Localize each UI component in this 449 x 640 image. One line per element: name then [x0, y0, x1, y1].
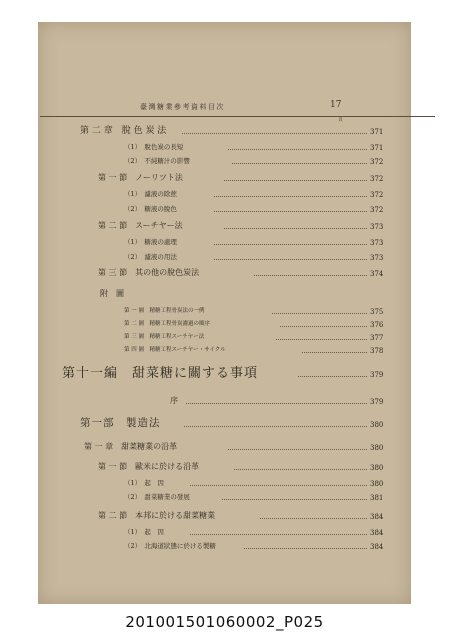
toc-leader	[224, 228, 367, 229]
toc-section: 第 三 節 其の他の脫色炭法	[98, 268, 200, 277]
toc-item: （1） 起 因	[124, 479, 164, 487]
toc-page: 371	[370, 128, 384, 136]
toc-item: （1） 濾液の除蔗	[124, 190, 177, 198]
toc-page: 384	[370, 543, 384, 551]
toc-leader	[260, 518, 367, 519]
toc-appendix-heading: 附 圖	[100, 289, 124, 298]
toc-leader	[222, 499, 367, 500]
toc-page: 375	[370, 308, 384, 316]
toc-section: 第 二 節 本邦に於ける甜菜糖業	[98, 511, 216, 520]
toc-preface: 序	[170, 396, 178, 405]
toc-page: 373	[370, 254, 384, 262]
toc-page: 372	[370, 191, 384, 199]
toc-page: 379	[370, 371, 384, 379]
toc-page: 378	[370, 347, 384, 355]
toc-figure: 第 二 圖 精糖工程骨炭濾過の順序	[124, 321, 210, 327]
toc-leader	[254, 275, 367, 276]
toc-part-heading: 第十一編 甜菜糖に關する事項	[62, 366, 259, 381]
toc-leader	[276, 339, 367, 340]
toc-leader	[302, 352, 367, 353]
toc-division-heading: 第一部 製造法	[80, 417, 161, 429]
toc-page: 371	[370, 144, 384, 152]
toc-leader	[228, 449, 367, 450]
toc-leader	[228, 149, 367, 150]
toc-figure: 第 四 圖 精糖工程スーチヤー・サイクル	[124, 347, 226, 353]
toc-page: 373	[370, 239, 384, 247]
toc-page: 380	[370, 480, 384, 488]
toc-leader	[214, 244, 367, 245]
toc-leader	[224, 180, 367, 181]
toc-figure: 第 一 圖 精糖工程骨炭法の一例	[124, 308, 205, 314]
toc-page: 377	[370, 334, 384, 342]
toc-page: 380	[370, 444, 384, 452]
toc-leader	[232, 163, 367, 164]
toc-leader	[214, 196, 367, 197]
toc-item: （2） 不純糖汁の影響	[124, 157, 190, 165]
page-number: 17	[330, 100, 342, 110]
toc-item: （2） 甜菜糖業の發展	[124, 493, 190, 501]
toc-leader	[298, 376, 367, 377]
toc-page: 374	[370, 270, 384, 278]
toc-page: 379	[370, 398, 384, 406]
toc-chapter: 第 二 章 脫 色 炭 法	[80, 126, 167, 136]
toc-page: 376	[370, 321, 384, 329]
toc-page: 372	[370, 158, 384, 166]
toc-page: 372	[370, 206, 384, 214]
toc-leader	[272, 313, 367, 314]
toc-item: （2） 北海道狀態に於ける製糖	[124, 542, 216, 550]
toc-page: 380	[370, 464, 384, 472]
toc-page: 372	[370, 175, 384, 183]
toc-leader	[214, 211, 367, 212]
toc-figure: 第 三 圖 精糖工程スーチヤー法	[124, 334, 205, 340]
toc-item: （1） 起 因	[124, 528, 164, 536]
toc-leader	[184, 426, 367, 427]
toc-item: （2） 糖液の脫色	[124, 205, 177, 213]
toc-page: 380	[370, 421, 384, 429]
toc-leader	[186, 403, 367, 404]
toc-section: 第 一 節 ノーリツト法	[98, 173, 183, 182]
toc-leader	[244, 548, 367, 549]
running-title: 臺灣糖業參考資料目次	[140, 103, 225, 111]
toc-section: 第 二 節 スーチヤー法	[98, 221, 183, 230]
toc-leader	[190, 534, 367, 535]
scan-identifier: 201001501060002_P025	[125, 613, 324, 631]
toc-item: （1） 脫色炭の長短	[124, 143, 184, 151]
toc-page: 381	[370, 494, 384, 502]
toc-leader	[234, 469, 367, 470]
toc-leader	[280, 326, 367, 327]
toc-item: （2） 濾液の用法	[124, 253, 177, 261]
page-column-mark: 頁	[338, 117, 344, 123]
toc-item: （1） 糖液の處理	[124, 238, 177, 246]
toc-page: 384	[370, 529, 384, 537]
toc-chapter: 第 一 章 甜菜糖業の沿革	[84, 442, 178, 451]
toc-leader	[190, 485, 367, 486]
toc-page: 384	[370, 513, 384, 521]
toc-leader	[182, 133, 367, 134]
toc-page: 373	[370, 223, 384, 231]
toc-leader	[214, 259, 367, 260]
toc-section: 第 一 節 歐米に於ける沿革	[98, 462, 200, 471]
header-rule	[40, 116, 435, 117]
